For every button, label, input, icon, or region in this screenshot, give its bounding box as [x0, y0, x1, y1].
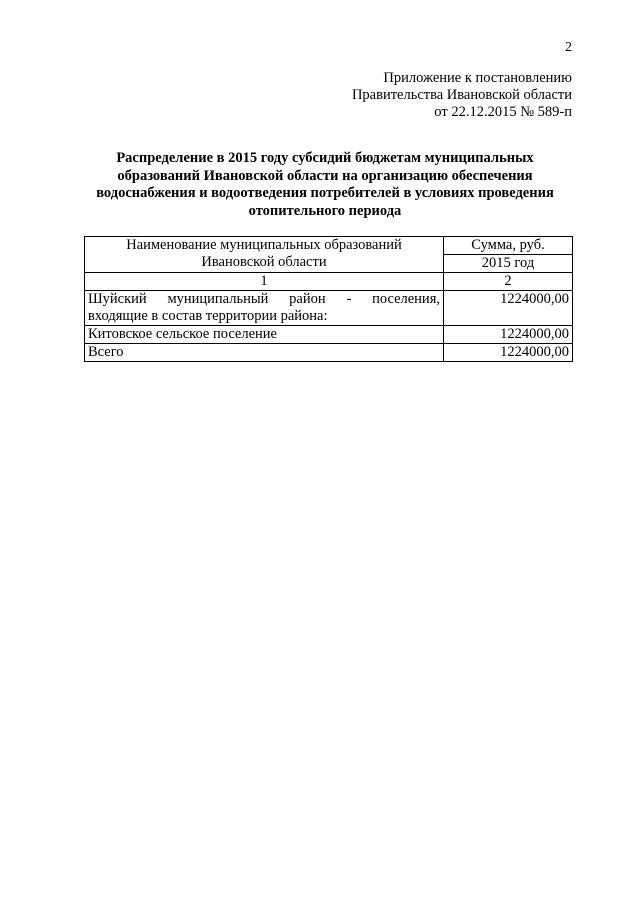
- title-line-3: водоснабжения и водоотведения потребителей в условиях проведения: [96, 185, 554, 201]
- table-row: [85, 291, 573, 326]
- total-label-cell: Всего: [85, 344, 444, 362]
- document-title: [75, 150, 575, 220]
- appendix-line-1: Приложение к постановлению: [383, 70, 572, 86]
- row-value-cell: 1224000,00: [444, 291, 573, 326]
- appendix-reference: [300, 70, 572, 121]
- title-line-1: Распределение в 2015 году субсидий бюджетам муниципальных: [116, 150, 534, 166]
- column-number-row: [85, 273, 573, 291]
- appendix-line-3: от 22.12.2015 № 589-п: [434, 104, 572, 120]
- header-name-line-2: Ивановской области: [201, 254, 327, 270]
- subsidy-table: [84, 236, 573, 362]
- row-name-cell: [85, 291, 444, 326]
- total-value-cell: 1224000,00: [444, 344, 573, 362]
- title-line-2: образований Ивановской области на организацию обеспечения: [117, 167, 533, 184]
- title-line-4: отопительного периода: [248, 202, 402, 219]
- row-name-cell: Китовское сельское поселение: [85, 326, 444, 344]
- header-name-cell: [85, 237, 444, 273]
- column-number-1: 1: [85, 273, 444, 291]
- table-total-row: [85, 344, 573, 362]
- table-header-row: [85, 237, 573, 255]
- column-number-2: 2: [444, 273, 573, 291]
- row-value-cell: 1224000,00: [444, 326, 573, 344]
- header-sum-cell: Сумма, руб.: [444, 237, 573, 255]
- appendix-line-2: Правительства Ивановской области: [351, 87, 572, 103]
- page-number: 2: [565, 40, 572, 55]
- header-name-line-1: Наименование муниципальных образований: [126, 237, 402, 253]
- row-name-line-2: входящие в состав территории района:: [88, 308, 328, 324]
- row-name-line-1: Шуйский муниципальный район - поселения,: [88, 291, 440, 307]
- table-row: [85, 326, 573, 344]
- header-year-cell: 2015 год: [444, 255, 573, 273]
